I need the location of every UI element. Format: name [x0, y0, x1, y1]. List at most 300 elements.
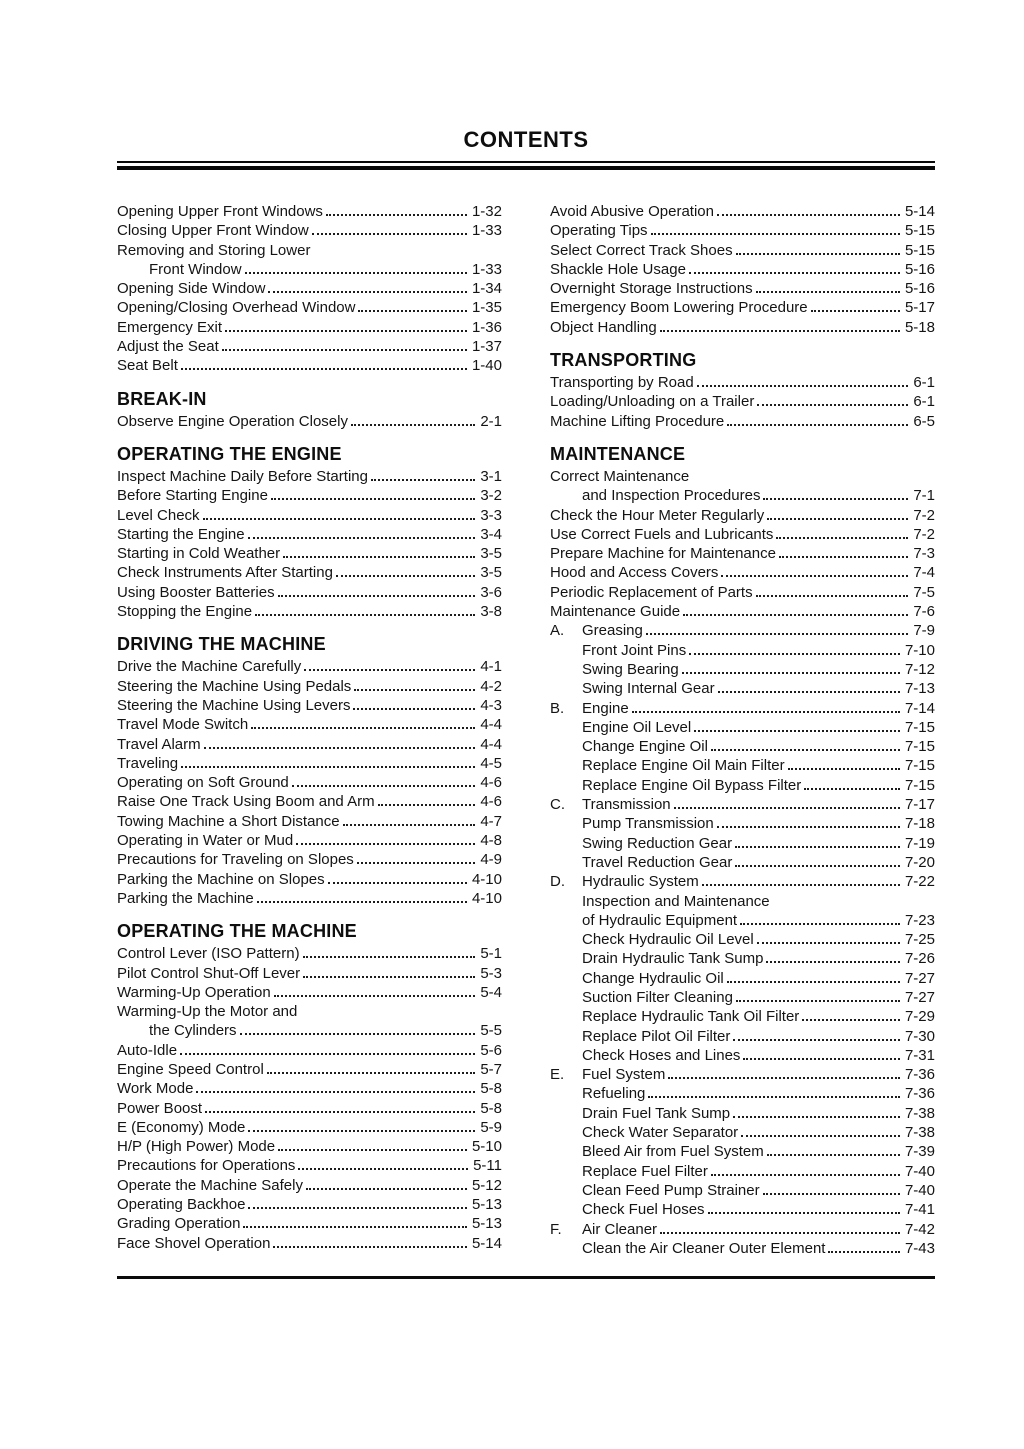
toc-entry-label: Starting in Cold Weather	[117, 545, 281, 563]
toc-entry-label: Travel Reduction Gear	[582, 853, 733, 871]
toc-entry-page: 5-13	[471, 1215, 502, 1233]
toc-entry-page: 4-1	[480, 658, 502, 676]
toc-entry-label: Drive the Machine Carefully	[117, 658, 302, 676]
toc-entry-page: 7-2	[913, 506, 935, 524]
toc-entry-page: 5-9	[480, 1118, 502, 1136]
toc-entry-page: 1-33	[471, 260, 502, 278]
toc-entry	[117, 1079, 502, 1098]
toc-entry	[117, 1156, 502, 1175]
toc-section	[117, 633, 502, 908]
toc-entry-label: Shackle Hole Usage	[550, 260, 686, 278]
toc-entry-page: 5-8	[480, 1080, 502, 1098]
toc-entry-label: Raise One Track Using Boom and Arm	[117, 793, 375, 811]
toc-entry-label: Air Cleaner	[582, 1220, 658, 1238]
toc-column-left	[117, 202, 502, 1258]
toc-entry	[117, 715, 502, 734]
toc-entry-label: Replace Engine Oil Bypass Filter	[582, 776, 802, 794]
toc-entry-page: 1-40	[471, 357, 502, 375]
toc-entry-label: Check Water Separator	[582, 1124, 739, 1142]
toc-entry-label: Level Check	[117, 506, 200, 524]
toc-entry-label: Warming-Up Operation	[117, 983, 271, 1001]
toc-section	[550, 202, 935, 337]
toc-entry-label: Opening/Closing Overhead Window	[117, 299, 356, 317]
toc-entry-page: 7-20	[904, 853, 935, 871]
toc-entry-page: 7-13	[904, 680, 935, 698]
toc-entry-label: Power Boost	[117, 1099, 203, 1117]
toc-entry-label: Operating in Water or Mud	[117, 832, 294, 850]
toc-entry	[550, 525, 935, 544]
toc-entry-label: Traveling	[117, 754, 179, 772]
toc-entry-page: 7-9	[913, 622, 935, 640]
toc-entry	[117, 735, 502, 754]
toc-entry-label: Object Handling	[550, 318, 657, 336]
toc-entry-page: 6-1	[913, 393, 935, 411]
toc-entry-label: Hood and Access Covers	[550, 564, 719, 582]
toc-entry-page: 3-5	[480, 564, 502, 582]
toc-entry	[117, 657, 502, 676]
toc-entry	[550, 563, 935, 582]
toc-entry	[550, 679, 935, 698]
toc-entry	[117, 696, 502, 715]
toc-entry	[550, 872, 935, 891]
toc-entry-label: Parking the Machine	[117, 889, 254, 907]
toc-entry	[550, 583, 935, 602]
toc-entry	[550, 373, 935, 392]
toc-entry-label: Operating Backhoe	[117, 1196, 246, 1214]
toc-section	[550, 349, 935, 431]
toc-entry-label: Emergency Boom Lowering Procedure	[550, 299, 808, 317]
toc-entry-page: 5-1	[480, 945, 502, 963]
toc-entry-page: 4-9	[480, 851, 502, 869]
toc-entry	[550, 795, 935, 814]
toc-entry-label: Greasing	[582, 622, 643, 640]
toc-entry-label: Stopping the Engine	[117, 603, 253, 621]
toc-entry-label: Starting the Engine	[117, 525, 245, 543]
toc-entry-label: Transporting by Road	[550, 374, 694, 392]
toc-entry	[550, 1142, 935, 1161]
toc-entry-label: Warming-Up the Motor and	[117, 1003, 298, 1021]
toc-entry	[117, 1234, 502, 1253]
toc-entry-label: Check Hydraulic Oil Level	[582, 931, 754, 949]
toc-entry	[117, 602, 502, 621]
toc-entry-label: Replace Hydraulic Tank Oil Filter	[582, 1008, 800, 1026]
toc-entry-label: Fuel System	[582, 1066, 666, 1084]
toc-entry-label: Precautions for Operations	[117, 1157, 296, 1175]
toc-entry-page: 5-7	[480, 1060, 502, 1078]
toc-entry-page: 7-26	[904, 950, 935, 968]
toc-entry	[550, 814, 935, 833]
toc-entry-page: 1-32	[471, 203, 502, 220]
toc-entry	[117, 1118, 502, 1137]
toc-entry-page: 4-6	[480, 793, 502, 811]
toc-entry	[550, 621, 935, 640]
toc-entry	[117, 1176, 502, 1195]
toc-entry-page: 7-31	[904, 1046, 935, 1064]
toc-entry-page: 6-1	[913, 374, 935, 392]
toc-entry	[117, 279, 502, 298]
toc-entry	[550, 1007, 935, 1026]
toc-entry-label: Operating on Soft Ground	[117, 774, 289, 792]
toc-entry-label: Using Booster Batteries	[117, 583, 275, 601]
toc-entry	[117, 202, 502, 221]
toc-entry-label: Clean the Air Cleaner Outer Element	[582, 1239, 826, 1257]
toc-entry-page: 7-15	[904, 738, 935, 756]
toc-entry	[117, 870, 502, 889]
toc-entry-label: Check Hoses and Lines	[582, 1046, 741, 1064]
toc-entry	[117, 944, 502, 963]
toc-entry-page: 7-3	[913, 545, 935, 563]
toc-entry	[117, 850, 502, 869]
toc-entry	[117, 1195, 502, 1214]
toc-entry-label: Precautions for Traveling on Slopes	[117, 851, 354, 869]
toc-entry	[117, 983, 502, 1002]
toc-entry-page: 5-12	[471, 1176, 502, 1194]
toc-entry-page: 7-40	[904, 1181, 935, 1199]
toc-entry	[117, 356, 502, 375]
toc-entry-page: 3-4	[480, 525, 502, 543]
toc-entry-page: 5-15	[904, 241, 935, 259]
toc-entry-page: 5-8	[480, 1099, 502, 1117]
toc-entry-page: 7-18	[904, 815, 935, 833]
toc-entry	[550, 776, 935, 795]
footer-rule	[117, 1276, 935, 1279]
toc-section	[117, 443, 502, 621]
toc-entry-label: Front Joint Pins	[582, 641, 687, 659]
toc-entry	[117, 260, 502, 279]
toc-entry-label: Clean Feed Pump Strainer	[582, 1181, 760, 1199]
toc-entry-letter: D.	[550, 873, 565, 891]
toc-entry	[117, 677, 502, 696]
page-title: CONTENTS	[463, 127, 589, 152]
toc-entry-label: Suction Filter Cleaning	[582, 988, 733, 1006]
toc-entry	[550, 1065, 935, 1084]
toc-entry-page: 4-4	[480, 716, 502, 734]
toc-entry-page: 5-13	[471, 1196, 502, 1214]
toc-entry-page: 2-1	[480, 412, 502, 430]
toc-entry-label: Use Correct Fuels and Lubricants	[550, 525, 774, 543]
toc-entry-page: 3-3	[480, 506, 502, 524]
toc-section	[117, 202, 502, 376]
toc-entry-label: Opening Upper Front Windows	[117, 203, 323, 220]
section-heading: OPERATING THE ENGINE	[117, 443, 342, 464]
toc-entry-label: Periodic Replacement of Parts	[550, 583, 753, 601]
toc-entry	[550, 1027, 935, 1046]
toc-entry-page: 4-3	[480, 696, 502, 714]
toc-entry-page: 7-41	[904, 1201, 935, 1219]
toc-entry-page: 7-27	[904, 988, 935, 1006]
toc-entry-label: Pump Transmission	[582, 815, 714, 833]
toc-entry-label: Removing and Storing Lower	[117, 241, 311, 259]
toc-entry-page: 7-36	[904, 1085, 935, 1103]
toc-entry	[550, 221, 935, 240]
toc-entry-label: Inspect Machine Daily Before Starting	[117, 467, 368, 485]
toc-entry	[117, 1041, 502, 1060]
section-heading: TRANSPORTING	[550, 350, 697, 371]
toc-entry-page: 7-38	[904, 1104, 935, 1122]
toc-column-right	[550, 202, 935, 1258]
toc-entry-label: E (Economy) Mode	[117, 1118, 246, 1136]
toc-entry-page: 1-33	[471, 222, 502, 240]
toc-entry	[117, 1099, 502, 1118]
toc-entry-page: 6-5	[913, 412, 935, 430]
toc-entry	[550, 949, 935, 968]
toc-entry-letter: F.	[550, 1220, 562, 1238]
toc-entry-page: 4-8	[480, 832, 502, 850]
toc-entry-page: 3-8	[480, 603, 502, 621]
toc-entry	[117, 486, 502, 505]
toc-entry	[550, 699, 935, 718]
toc-entry-label: Inspection and Maintenance	[582, 892, 770, 910]
toc-entry-page: 3-1	[480, 467, 502, 485]
toc-entry	[117, 964, 502, 983]
toc-entry-page: 4-6	[480, 774, 502, 792]
toc-entry	[117, 467, 502, 486]
toc-entry-page: 7-14	[904, 699, 935, 717]
toc-entry	[117, 812, 502, 831]
toc-entry	[550, 1162, 935, 1181]
toc-entry-label: Loading/Unloading on a Trailer	[550, 393, 755, 411]
toc-entry	[550, 737, 935, 756]
toc-entry	[550, 506, 935, 525]
toc-entry-label: Closing Upper Front Window	[117, 222, 309, 240]
toc-entry-page: 7-22	[904, 873, 935, 891]
toc-entry-page: 7-19	[904, 834, 935, 852]
toc-entry-letter: E.	[550, 1066, 565, 1084]
toc-entry-page: 1-37	[471, 338, 502, 356]
toc-entry-label: Replace Engine Oil Main Filter	[582, 757, 785, 775]
toc-entry	[550, 969, 935, 988]
toc-entry	[117, 1060, 502, 1079]
toc-entry	[117, 241, 502, 260]
toc-entry	[550, 1123, 935, 1142]
toc-entry	[117, 221, 502, 240]
toc-entry-label: Engine Speed Control	[117, 1060, 264, 1078]
toc-entry-page: 5-11	[473, 1157, 502, 1175]
toc-entry	[117, 563, 502, 582]
toc-entry-page: 7-15	[904, 776, 935, 794]
toc-entry	[117, 1137, 502, 1156]
toc-entry-label: Maintenance Guide	[550, 603, 681, 621]
toc-entry-page: 7-30	[904, 1027, 935, 1045]
toc-entry-label: Overnight Storage Instructions	[550, 280, 753, 298]
toc-entry-label: Transmission	[582, 796, 671, 814]
toc-entry-page: 7-15	[904, 718, 935, 736]
toc-entry-page: 7-4	[913, 564, 935, 582]
toc-entry	[550, 911, 935, 930]
toc-entry-page: 5-17	[904, 299, 935, 317]
toc-entry	[117, 337, 502, 356]
toc-entry	[550, 1104, 935, 1123]
toc-entry-label: H/P (High Power) Mode	[117, 1138, 276, 1156]
toc-entry	[550, 892, 935, 911]
toc-entry	[117, 583, 502, 602]
toc-entry	[550, 930, 935, 949]
toc-entry-label: Prepare Machine for Maintenance	[550, 545, 776, 563]
toc-entry	[550, 241, 935, 260]
toc-entry-page: 1-34	[471, 280, 502, 298]
toc-entry	[550, 260, 935, 279]
toc-entry-page: 5-18	[904, 318, 935, 336]
toc-entry	[117, 525, 502, 544]
toc-columns	[117, 202, 935, 1258]
toc-entry	[117, 773, 502, 792]
toc-entry-page: 4-7	[480, 812, 502, 830]
toc-entry-page: 7-25	[904, 931, 935, 949]
toc-entry	[117, 544, 502, 563]
toc-entry-label: Select Correct Track Shoes	[550, 241, 733, 259]
toc-entry-label: Refueling	[582, 1085, 646, 1103]
toc-entry-page: 7-6	[913, 603, 935, 621]
toc-entry	[550, 412, 935, 431]
toc-entry	[550, 660, 935, 679]
section-heading: DRIVING THE MACHINE	[117, 634, 326, 655]
toc-entry-page: 7-23	[904, 911, 935, 929]
toc-entry	[550, 718, 935, 737]
toc-entry	[550, 602, 935, 621]
toc-entry-label: Drain Hydraulic Tank Sump	[582, 950, 764, 968]
toc-entry-label: Swing Bearing	[582, 660, 679, 678]
toc-entry	[550, 853, 935, 872]
toc-entry	[550, 392, 935, 411]
toc-entry-label: Operating Tips	[550, 222, 648, 240]
toc-entry	[550, 298, 935, 317]
toc-entry-label: Emergency Exit	[117, 318, 223, 336]
toc-entry	[117, 754, 502, 773]
toc-entry-label: Parking the Machine on Slopes	[117, 870, 325, 888]
toc-entry-label: Face Shovel Operation	[117, 1234, 271, 1252]
toc-section	[117, 388, 502, 431]
toc-entry-page: 5-3	[480, 964, 502, 982]
toc-entry-page: 5-16	[904, 280, 935, 298]
toc-entry-label: the Cylinders	[149, 1022, 237, 1040]
toc-entry-label: of Hydraulic Equipment	[582, 911, 738, 929]
toc-entry-label: Avoid Abusive Operation	[550, 203, 714, 220]
title-double-rule	[117, 161, 935, 170]
toc-entry-label: Change Hydraulic Oil	[582, 969, 724, 987]
toc-entry-label: Auto-Idle	[117, 1041, 178, 1059]
toc-entry	[117, 318, 502, 337]
toc-entry	[550, 1046, 935, 1065]
toc-entry-page: 7-5	[913, 583, 935, 601]
toc-entry	[550, 988, 935, 1007]
toc-entry-page: 5-6	[480, 1041, 502, 1059]
toc-entry-label: Swing Reduction Gear	[582, 834, 733, 852]
toc-entry-label: Front Window	[149, 260, 242, 278]
toc-entry-label: Replace Pilot Oil Filter	[582, 1027, 731, 1045]
toc-entry-label: Machine Lifting Procedure	[550, 412, 725, 430]
toc-entry-label: Hydraulic System	[582, 873, 699, 891]
toc-entry-label: Travel Mode Switch	[117, 716, 249, 734]
section-heading: MAINTENANCE	[550, 443, 686, 464]
toc-entry-page: 5-5	[480, 1022, 502, 1040]
toc-entry-page: 7-29	[904, 1008, 935, 1026]
toc-entry-label: Operate the Machine Safely	[117, 1176, 303, 1194]
toc-entry-page: 5-16	[904, 260, 935, 278]
toc-entry-page: 7-1	[913, 487, 935, 505]
toc-entry-page: 4-10	[471, 889, 502, 907]
toc-entry	[550, 1181, 935, 1200]
toc-entry	[550, 486, 935, 505]
toc-section	[117, 920, 502, 1253]
toc-entry	[550, 467, 935, 486]
toc-entry-label: Correct Maintenance	[550, 467, 690, 485]
toc-entry-page: 7-36	[904, 1066, 935, 1084]
toc-entry-page: 5-14	[904, 203, 935, 220]
toc-entry-page: 4-2	[480, 677, 502, 695]
toc-entry	[550, 1084, 935, 1103]
toc-entry-label: Observe Engine Operation Closely	[117, 412, 348, 430]
toc-entry-label: Change Engine Oil	[582, 738, 708, 756]
toc-entry-label: Steering the Machine Using Levers	[117, 696, 351, 714]
toc-entry	[550, 202, 935, 221]
toc-entry-page: 5-4	[480, 983, 502, 1001]
toc-entry-page: 1-36	[471, 318, 502, 336]
toc-entry	[550, 756, 935, 775]
toc-entry-page: 1-35	[471, 299, 502, 317]
toc-entry	[117, 412, 502, 431]
toc-entry-page: 7-42	[904, 1220, 935, 1238]
toc-entry-label: Bleed Air from Fuel System	[582, 1143, 764, 1161]
toc-entry-label: Grading Operation	[117, 1215, 241, 1233]
toc-entry-label: Towing Machine a Short Distance	[117, 812, 340, 830]
toc-entry-page: 7-12	[904, 660, 935, 678]
toc-entry-label: Swing Internal Gear	[582, 680, 715, 698]
toc-entry	[550, 1220, 935, 1239]
toc-entry-label: Pilot Control Shut-Off Lever	[117, 964, 301, 982]
section-heading: OPERATING THE MACHINE	[117, 921, 357, 942]
toc-entry-page: 5-10	[471, 1138, 502, 1156]
toc-section	[550, 443, 935, 1258]
toc-entry-label: Control Lever (ISO Pattern)	[117, 945, 300, 963]
toc-entry-label: Check the Hour Meter Regularly	[550, 506, 765, 524]
toc-entry-page: 7-39	[904, 1143, 935, 1161]
toc-entry-letter: B.	[550, 699, 565, 717]
toc-entry	[550, 1239, 935, 1258]
toc-entry-page: 3-2	[480, 487, 502, 505]
toc-entry-page: 7-17	[904, 796, 935, 814]
toc-entry-label: Work Mode	[117, 1080, 194, 1098]
toc-entry	[550, 834, 935, 853]
toc-entry-letter: A.	[550, 622, 565, 640]
toc-entry-label: Engine	[582, 699, 629, 717]
toc-entry-page: 7-43	[904, 1239, 935, 1257]
toc-entry-label: Steering the Machine Using Pedals	[117, 677, 352, 695]
toc-entry	[550, 318, 935, 337]
toc-entry	[550, 641, 935, 660]
toc-entry-label: and Inspection Procedures	[582, 487, 761, 505]
toc-entry-label: Seat Belt	[117, 357, 178, 375]
toc-entry	[117, 1002, 502, 1021]
toc-entry-page: 7-27	[904, 969, 935, 987]
toc-entry-label: Drain Fuel Tank Sump	[582, 1104, 731, 1122]
toc-entry-page: 7-38	[904, 1124, 935, 1142]
toc-entry	[117, 831, 502, 850]
toc-entry-page: 7-15	[904, 757, 935, 775]
toc-entry-label: Engine Oil Level	[582, 718, 692, 736]
toc-entry	[550, 544, 935, 563]
toc-entry	[117, 889, 502, 908]
toc-entry-label: Check Instruments After Starting	[117, 564, 333, 582]
toc-entry	[117, 1021, 502, 1040]
section-heading: BREAK-IN	[117, 388, 207, 409]
toc-entry	[117, 1214, 502, 1233]
toc-entry	[550, 1200, 935, 1219]
toc-entry-label: Check Fuel Hoses	[582, 1201, 705, 1219]
toc-entry-label: Replace Fuel Filter	[582, 1162, 708, 1180]
toc-entry-page: 3-6	[480, 583, 502, 601]
toc-entry-page: 3-5	[480, 545, 502, 563]
toc-entry-page: 5-14	[471, 1234, 502, 1252]
